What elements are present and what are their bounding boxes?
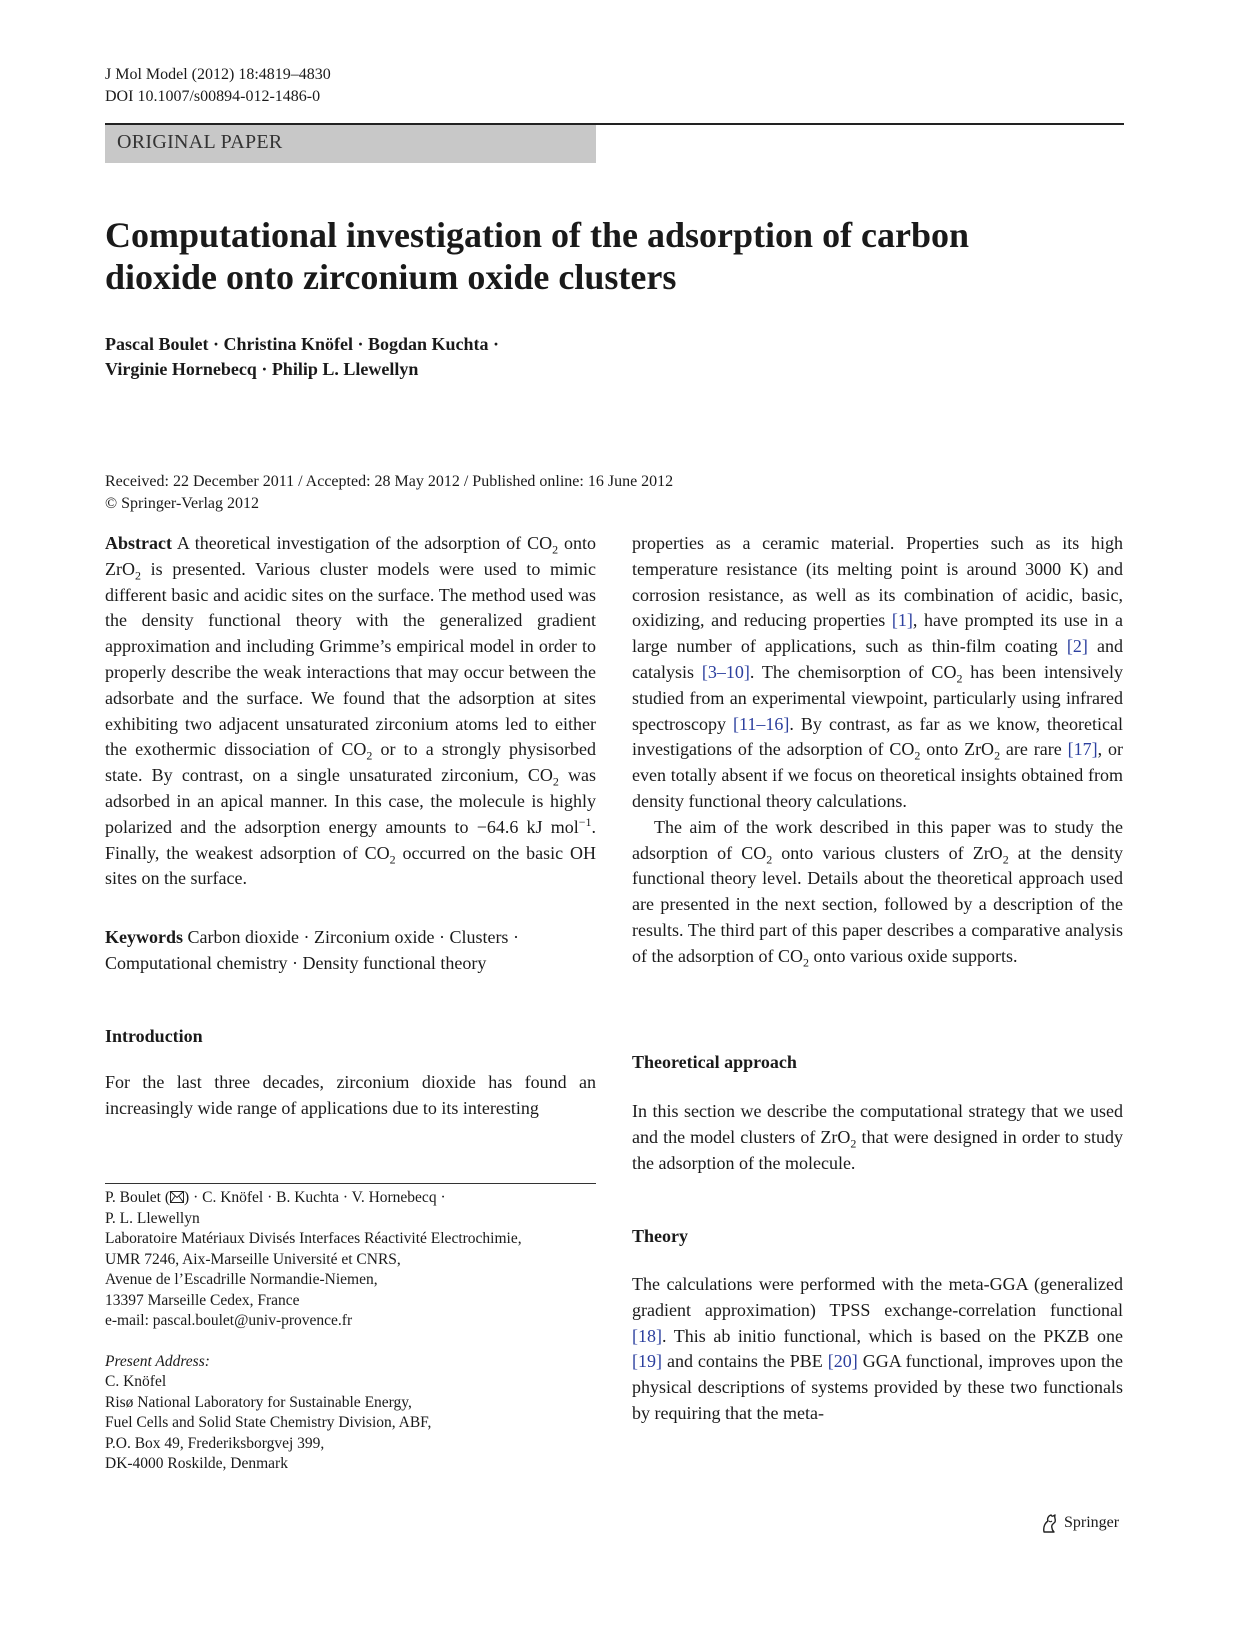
abstract-text: A theoretical investigation of the adsorption of CO [171,533,553,553]
reference-link[interactable]: [3–10] [701,661,750,682]
affiliation-footnote [105,1188,596,1475]
keywords-label: Keywords [105,927,183,947]
footnote-line: P.O. Box 49, Frederiksborgvej 399, [105,1434,325,1452]
body-text: . This ab initio functional, which is based on the PKZB one [662,1325,1123,1346]
body-text: . By contrast, as far as we know, theoretical investigations of the adsorption of CO [632,713,1123,760]
subscript: 2 [552,542,559,557]
title-line-2: dioxide onto zirconium oxide clusters [105,257,677,297]
reference-link[interactable]: [19] [632,1351,662,1372]
subscript: 2 [850,1136,857,1151]
body-text: at the density functional theory level. Details about the theoretical approach used are presented in the next section, followed by a description of the results. The third part of this paper describes a comparative analysis of the adsorption of CO [632,842,1123,966]
footnote-line: Fuel Cells and Solid State Chemistry Division, ABF, [105,1414,432,1431]
superscript: −1 [578,814,592,829]
body-text: onto various oxide supports. [808,945,1018,966]
publisher-name: Springer [1064,1514,1120,1531]
authors-line-2: Virginie Hornebecq · Philip L. Llewellyn [105,359,419,379]
article-title [105,214,1105,298]
introduction-continued [632,531,1123,970]
subscript: 2 [1002,852,1009,867]
subscript: 2 [552,774,559,789]
subscript: 2 [914,748,921,763]
footnote-line: 13397 Marseille Cedex, France [105,1291,300,1309]
present-address-label: Present Address: [105,1352,210,1370]
subscript: 2 [956,671,963,686]
reference-link[interactable]: [11–16] [733,713,790,734]
footnote-line: Avenue de l’Escadrille Normandie-Niemen, [105,1271,378,1288]
reference-link[interactable]: [2] [1066,636,1088,657]
body-text: The aim of the work described in this paper was to study the adsorption of CO [632,816,1123,863]
body-text: and contains the PBE [662,1351,828,1372]
section-label: ORIGINAL PAPER [117,131,283,153]
authors-line-1: Pascal Boulet · Christina Knöfel · Bogdan Kuchta · [105,334,500,354]
subscript: 2 [135,568,141,583]
abstract-text: . Finally, the weakest adsorption of CO [105,816,596,863]
body-text: , have prompted its use in a large number of applications, such as thin-film coating [632,610,1123,657]
publisher-logo [1040,1512,1119,1534]
abstract-text: is presented. Various cluster models were used to mimic different basic and acidic sites on the surface. The method used was the density functional theory with the generalized gradient approximation and including Grimme’s empirical model in order to properly describe the weak interactions that may occur between the adsorbate and the surface. We found that the adsorption at sites exhibiting two adjacent unsaturated zirconium atoms led to either the exothermic dissociation of CO [105,558,596,760]
copyright-line: © Springer-Verlag 2012 [105,495,260,512]
body-text: The calculations were performed with the meta-GGA (generalized gradient approximation) TPSS exchange-correlation functional [632,1274,1123,1320]
body-text: has been intensively studied from an experimental viewpoint, particularly using infrared spectroscopy [632,661,1123,734]
publication-dates [105,471,673,515]
reference-link[interactable]: [18] [632,1325,662,1346]
body-text: that were designed in order to study the adsorption of the molecule. [632,1126,1123,1173]
introduction-text [105,1070,596,1122]
footnote-line: Risø National Laboratory for Sustainable Energy, [105,1393,412,1411]
theoretical-approach-heading: Theoretical approach [632,1052,797,1072]
title-line-1: Computational investigation of the adsorption of carbon [105,215,970,255]
subscript: 2 [802,955,809,970]
subscript: 2 [366,748,373,763]
subscript: 2 [766,852,773,867]
keywords [105,925,596,977]
footnote-rule [105,1183,596,1184]
theory-heading: Theory [632,1226,688,1246]
subscript: 2 [994,748,1001,763]
footnote-text: ) · C. Knöfel · B. Kuchta · V. Hornebecq · [184,1189,446,1206]
body-text: onto ZrO [920,739,995,760]
envelope-icon [170,1191,184,1203]
body-text: . The chemisorption of CO [749,661,957,682]
body-text: GGA functional, improves upon the physical descriptions of systems provided by these two functionals by requiring that the meta- [632,1351,1123,1423]
springer-horse-icon [1040,1512,1060,1534]
abstract-label: Abstract [105,533,172,553]
journal-line: J Mol Model (2012) 18:4819–4830 [105,66,331,83]
footnote-line: C. Knöfel [105,1373,167,1390]
body-text: are rare [1000,739,1068,760]
footnote-line: Laboratoire Matériaux Divisés Interfaces Réactivité Electrochimie, [105,1230,522,1247]
dates-line: Received: 22 December 2011 / Accepted: 28 May 2012 / Published online: 16 June 2012 [105,473,674,490]
body-text: and catalysis [632,636,1123,682]
body-text: In this section we describe the computational strategy that we used and the model clusters of ZrO [632,1101,1123,1147]
body-text: , or even totally absent if we focus on theoretical insights obtained from density functional theory calculations. [632,739,1123,811]
introduction-heading: Introduction [105,1026,203,1046]
body-text: onto various clusters of ZrO [772,842,1003,863]
reference-link[interactable]: [1] [891,610,913,631]
abstract-text: occurred on the basic OH sites on the surface. [105,842,596,889]
reference-link[interactable]: [20] [827,1351,858,1372]
abstract-text: or to a strongly physisorbed state. By contrast, on a single unsaturated zirconium, CO [105,739,596,786]
reference-link[interactable]: [17] [1067,739,1098,760]
section-band [105,125,596,163]
doi-line: DOI 10.1007/s00894-012-1486-0 [105,88,321,105]
abstract [105,531,596,892]
theory-text [632,1272,1123,1427]
body-text: properties as a ceramic material. Properties such as its high temperature resistance (its melting point is around 3000 K) and corrosion resistance, as well as its combination of acidic, basic, oxidizing, and reducing properties [632,533,1123,631]
footnote-line: UMR 7246, Aix-Marseille Université et CNRS, [105,1250,401,1268]
theoretical-approach-text [632,1099,1123,1176]
journal-citation [105,64,331,108]
footnote-text: P. Boulet ( [105,1189,171,1206]
introduction-paragraph: For the last three decades, zirconium dioxide has found an increasingly wide range of applications due to its interesting [105,1072,596,1118]
footnote-line: P. L. Llewellyn [105,1209,200,1227]
footnote-line: DK-4000 Roskilde, Denmark [105,1455,288,1472]
keywords-text: Carbon dioxide · Zirconium oxide · Clusters · Computational chemistry · Density functional theory [105,927,519,973]
author-list [105,332,805,382]
email-line: e-mail: pascal.boulet@univ-provence.fr [105,1312,353,1329]
abstract-text: was adsorbed in an apical manner. In this case, the molecule is highly polarized and the adsorption energy amounts to −64.6 kJ mol [105,765,596,837]
abstract-text: onto ZrO [105,533,596,579]
subscript: 2 [389,852,396,867]
